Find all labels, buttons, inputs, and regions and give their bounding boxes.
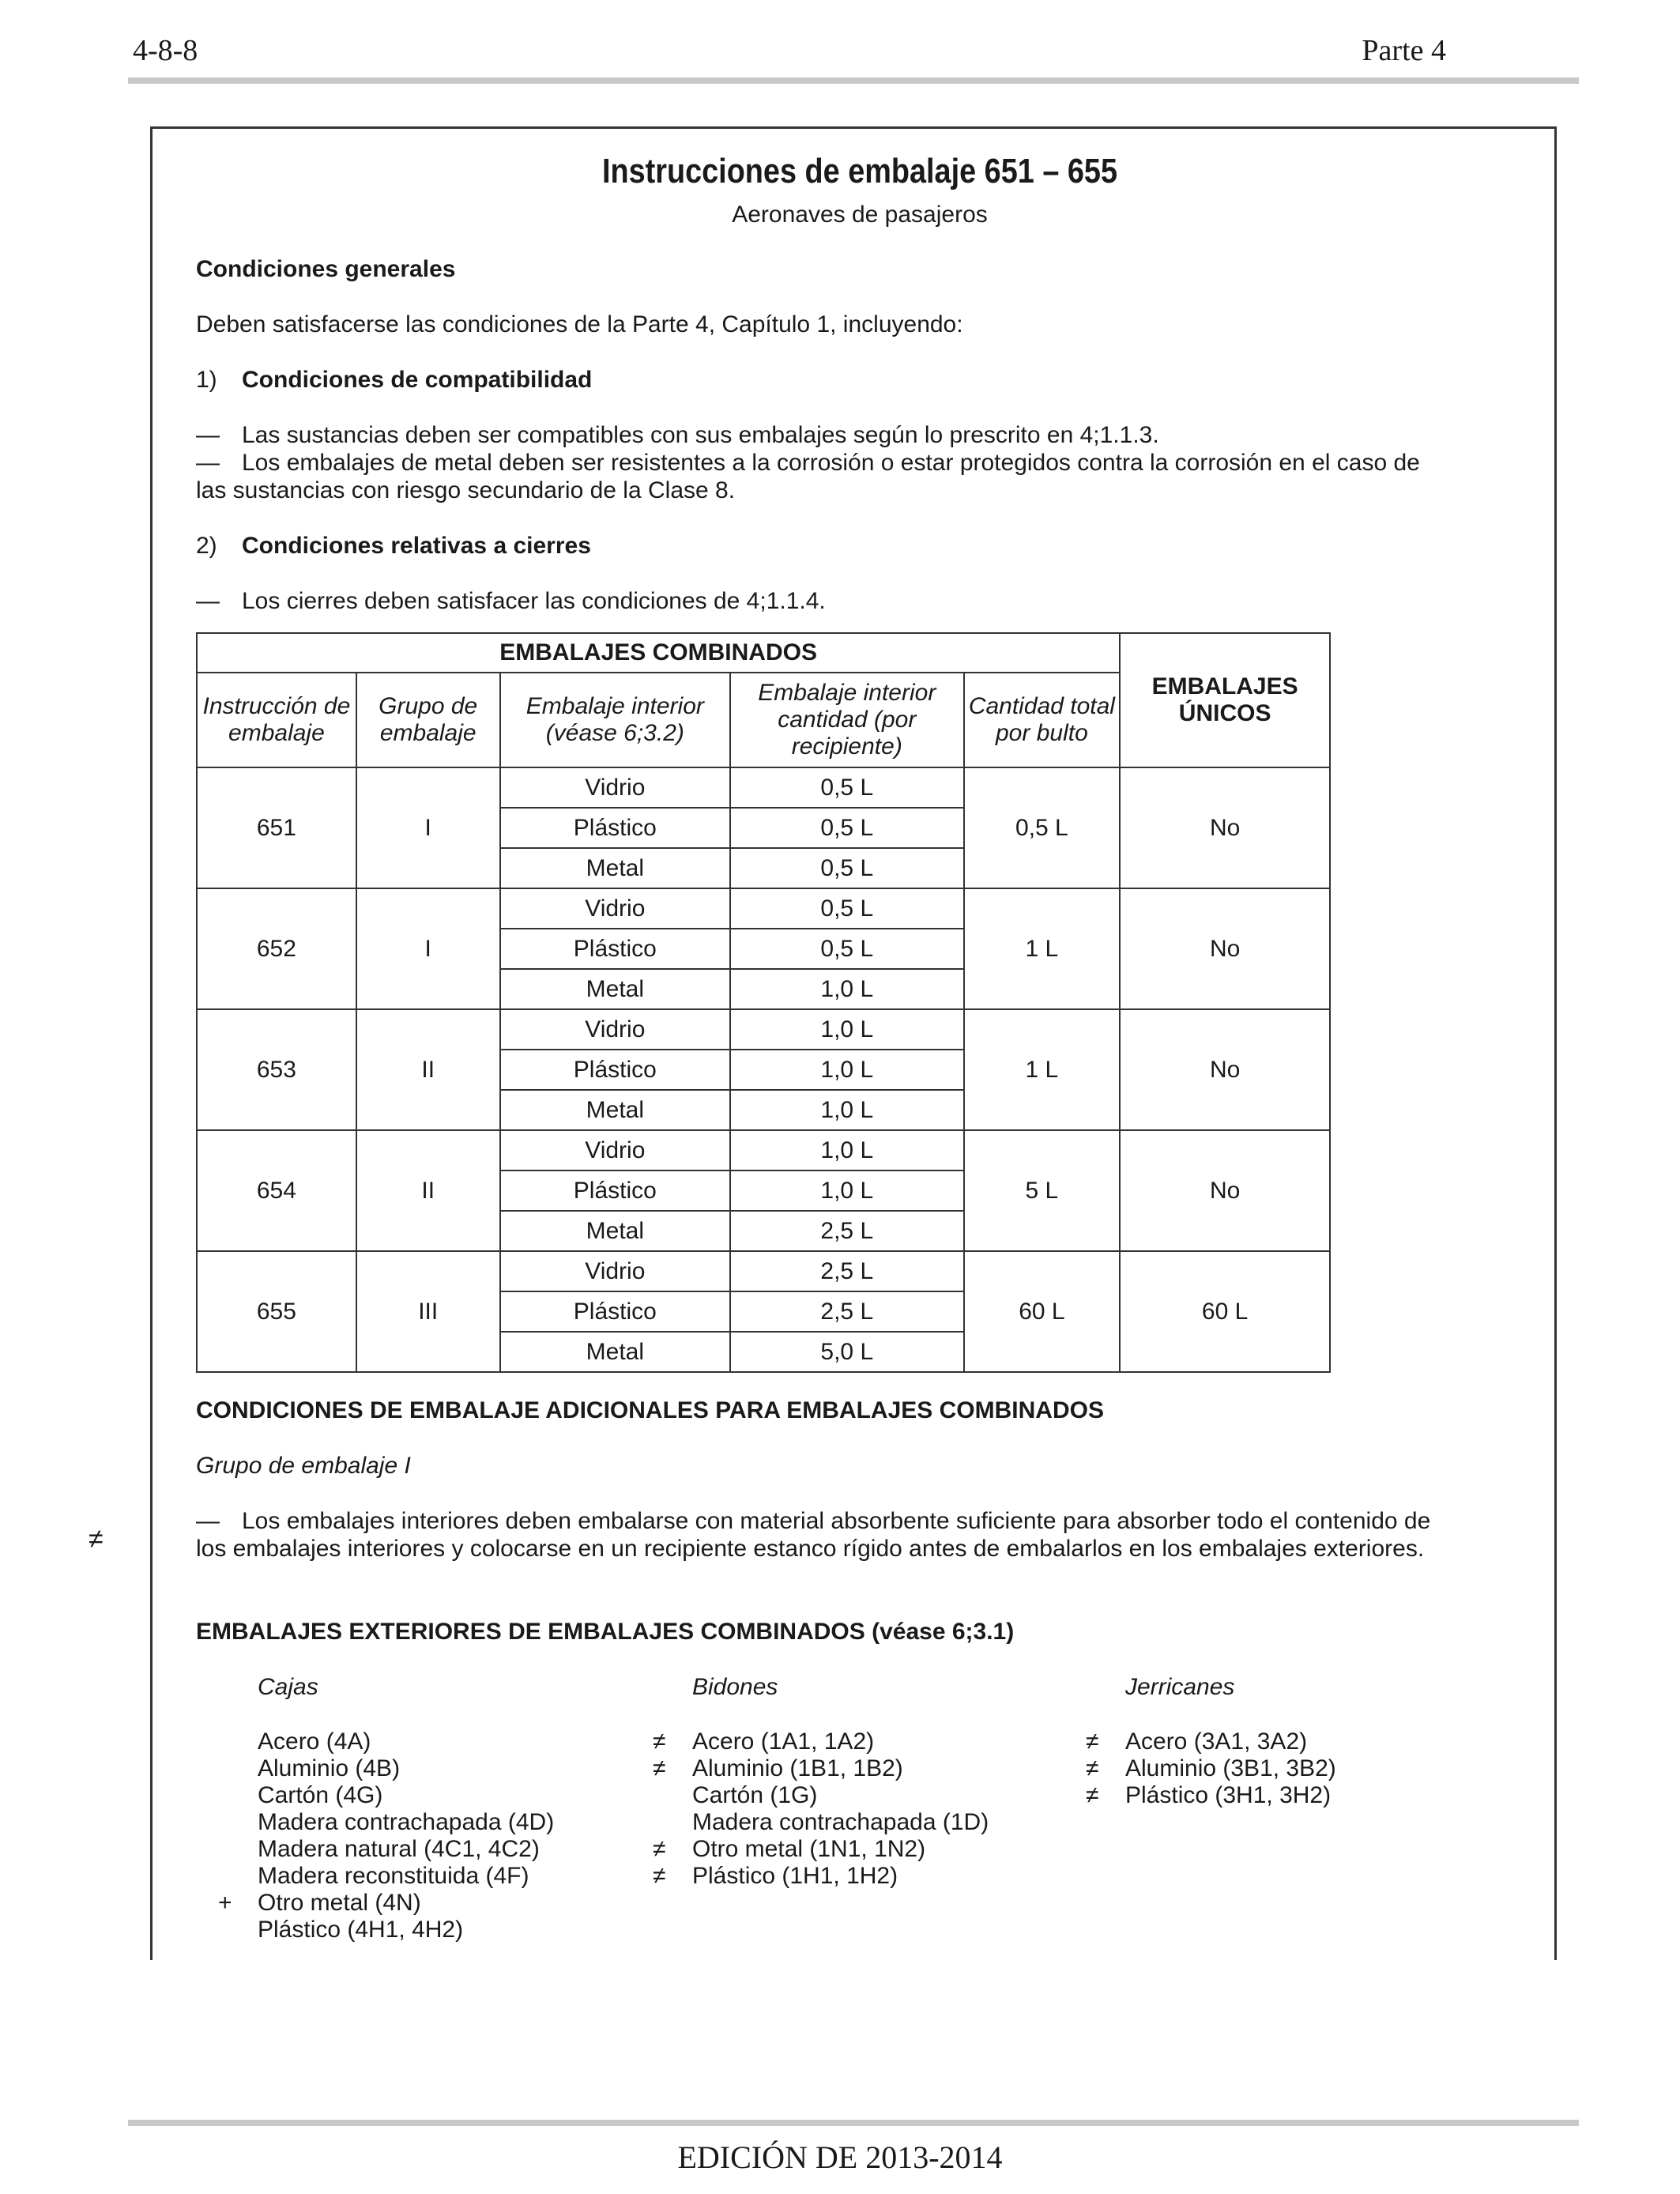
- table-row: [197, 1130, 1330, 1171]
- group-cell: I: [356, 888, 500, 1009]
- outer-item-text: Aluminio (1B1, 1B2): [692, 1755, 903, 1781]
- page-content: [196, 150, 1524, 1958]
- outer-list-item: [258, 1808, 554, 1835]
- total-cell: 60 L: [964, 1251, 1121, 1372]
- outer-item-text: Cartón (1G): [692, 1782, 818, 1808]
- outer-column-title: Jerricanes: [1125, 1674, 1235, 1700]
- inner-quantity-cell: 0,5 L: [730, 808, 963, 848]
- total-cell: 0,5 L: [964, 767, 1121, 888]
- outer-column: [218, 1673, 555, 1943]
- inner-material-cell: Plástico: [500, 929, 730, 969]
- instruction-cell: 654: [197, 1130, 356, 1251]
- page-number: 4-8-8: [133, 34, 198, 67]
- instruction-cell: 651: [197, 767, 356, 888]
- inner-material-cell: Metal: [500, 1090, 730, 1130]
- total-cell: 1 L: [964, 888, 1121, 1009]
- outer-list-item: [258, 1862, 554, 1889]
- dash: —: [196, 588, 220, 614]
- outer-list-item: [258, 1755, 554, 1781]
- outer-list-item: [653, 1862, 989, 1889]
- inner-quantity-cell: 1,0 L: [730, 1171, 963, 1211]
- inner-quantity-cell: 0,5 L: [730, 767, 963, 808]
- group-cell: III: [356, 1251, 500, 1372]
- inner-material-cell: Plástico: [500, 1291, 730, 1332]
- amendment-mark: ≠: [89, 1524, 104, 1554]
- inner-quantity-cell: 2,5 L: [730, 1291, 963, 1332]
- group-label: Grupo de embalaje I: [196, 1453, 411, 1479]
- outer-item-text: Acero (3A1, 3A2): [1125, 1728, 1308, 1755]
- outer-item-text: Otro metal (4N): [258, 1890, 421, 1916]
- outer-item-text: Cartón (4G): [258, 1782, 383, 1808]
- outer-list-item: [258, 1916, 554, 1943]
- general-heading: Condiciones generales: [196, 256, 456, 282]
- inner-quantity-cell: 0,5 L: [730, 929, 963, 969]
- outer-item-text: Plástico (1H1, 1H2): [692, 1863, 898, 1889]
- outer-column-title: Cajas: [258, 1674, 318, 1700]
- inner-material-cell: Vidrio: [500, 1251, 730, 1291]
- inner-material-cell: Vidrio: [500, 1009, 730, 1050]
- edition-footer: EDICIÓN DE 2013-2014: [677, 2139, 1003, 2175]
- table-row: [197, 1009, 1330, 1050]
- compatibility-line-2: Los embalajes de metal deben ser resistentes a la corrosión o estar protegidos contra la corrosión en el caso de: [242, 450, 1420, 476]
- outer-column-title: Bidones: [692, 1674, 778, 1700]
- amendment-mark: +: [218, 1890, 232, 1916]
- outer-list-item: [218, 1889, 554, 1916]
- group-cell: II: [356, 1009, 500, 1130]
- single-cell: No: [1120, 767, 1330, 888]
- outer-list-item: [692, 1808, 989, 1835]
- outer-list-item: [258, 1835, 554, 1862]
- outer-column: [653, 1673, 989, 1889]
- outer-item-text: Aluminio (4B): [258, 1755, 401, 1781]
- inner-quantity-cell: 1,0 L: [730, 1130, 963, 1171]
- inner-material-cell: Metal: [500, 1332, 730, 1372]
- dash: —: [196, 450, 220, 476]
- amendment-mark: ≠: [653, 1728, 666, 1755]
- amendment-mark: ≠: [1086, 1728, 1099, 1755]
- inner-quantity-cell: 1,0 L: [730, 1009, 963, 1050]
- dash: —: [196, 1508, 220, 1534]
- amendment-mark: ≠: [653, 1755, 666, 1781]
- outer-list-item: [258, 1728, 554, 1755]
- dash: —: [196, 422, 220, 448]
- inner-material-cell: Plástico: [500, 1050, 730, 1090]
- group-cell: I: [356, 767, 500, 888]
- col-instruction: Instrucción de embalaje: [197, 673, 356, 767]
- table-row: [197, 888, 1330, 929]
- amendment-mark: ≠: [653, 1836, 666, 1862]
- inner-material-cell: Plástico: [500, 808, 730, 848]
- inner-material-cell: Vidrio: [500, 888, 730, 929]
- inner-material-cell: Plástico: [500, 1171, 730, 1211]
- outer-list-item: [1086, 1728, 1336, 1755]
- outer-list-item: [258, 1781, 554, 1808]
- outer-item-text: Otro metal (1N1, 1N2): [692, 1836, 926, 1862]
- inner-quantity-cell: 2,5 L: [730, 1211, 963, 1251]
- outer-item-text: Madera contrachapada (1D): [692, 1809, 989, 1835]
- inner-material-cell: Metal: [500, 848, 730, 888]
- additional-heading: CONDICIONES DE EMBALAJE ADICIONALES PARA EMBALAJES COMBINADOS: [196, 1397, 1104, 1423]
- outer-item-text: Plástico (4H1, 4H2): [258, 1917, 464, 1943]
- inner-material-cell: Vidrio: [500, 767, 730, 808]
- inner-material-cell: Metal: [500, 969, 730, 1009]
- footer-rule: [128, 2120, 1579, 2126]
- instruction-cell: 655: [197, 1251, 356, 1372]
- col-inner: Embalaje interior (véase 6;3.2): [500, 673, 730, 767]
- outer-list-item: [653, 1835, 989, 1862]
- outer-item-text: Madera natural (4C1, 4C2): [258, 1836, 540, 1862]
- outer-list-item: [692, 1781, 989, 1808]
- outer-item-text: Madera reconstituida (4F): [258, 1863, 529, 1889]
- single-header: EMBALAJES ÚNICOS: [1120, 633, 1330, 767]
- col-inner-qty: Embalaje interior cantidad (por recipiente): [730, 673, 963, 767]
- closures-heading: Condiciones relativas a cierres: [242, 533, 591, 559]
- inner-material-cell: Vidrio: [500, 1130, 730, 1171]
- inner-quantity-cell: 0,5 L: [730, 848, 963, 888]
- outer-item-text: Madera contrachapada (4D): [258, 1809, 555, 1835]
- part-label: Parte 4: [1362, 34, 1446, 67]
- outer-column: [1086, 1673, 1336, 1808]
- outer-list-item: [653, 1728, 989, 1755]
- group-cell: II: [356, 1130, 500, 1251]
- packing-table: [196, 632, 1331, 1373]
- inner-quantity-cell: 2,5 L: [730, 1251, 963, 1291]
- total-cell: 5 L: [964, 1130, 1121, 1251]
- additional-line-1: Los embalajes interiores deben embalarse con material absorbente suficiente para absorber todo el contenido de: [242, 1508, 1431, 1534]
- header-rule: [128, 77, 1579, 84]
- col-group: Grupo de embalaje: [356, 673, 500, 767]
- outer-heading: EMBALAJES EXTERIORES DE EMBALAJES COMBINADOS (véase 6;3.1): [196, 1619, 1015, 1645]
- compatibility-line-1: Las sustancias deben ser compatibles con sus embalajes según lo prescrito en 4;1.1.3.: [242, 422, 1159, 448]
- single-cell: No: [1120, 888, 1330, 1009]
- outer-item-text: Acero (4A): [258, 1728, 371, 1755]
- amendment-mark: ≠: [1086, 1755, 1099, 1781]
- outer-item-text: Aluminio (3B1, 3B2): [1125, 1755, 1336, 1781]
- combined-header: EMBALAJES COMBINADOS: [197, 633, 1120, 673]
- amendment-mark: ≠: [1086, 1782, 1099, 1808]
- inner-quantity-cell: 1,0 L: [730, 1090, 963, 1130]
- inner-quantity-cell: 0,5 L: [730, 888, 963, 929]
- col-total: Cantidad total por bulto: [964, 673, 1121, 767]
- instruction-cell: 653: [197, 1009, 356, 1130]
- amendment-mark: ≠: [653, 1863, 666, 1889]
- general-intro: Deben satisfacerse las condiciones de la Parte 4, Capítulo 1, incluyendo:: [196, 311, 963, 337]
- outer-list-item: [653, 1755, 989, 1781]
- page-subtitle: Aeronaves de pasajeros: [732, 202, 988, 228]
- item-number: 2): [196, 533, 217, 559]
- outer-item-text: Plástico (3H1, 3H2): [1125, 1782, 1332, 1808]
- single-cell: No: [1120, 1130, 1330, 1251]
- additional-line-2: los embalajes interiores y colocarse en un recipiente estanco rígido antes de embalarlos en los embalajes exteriores.: [196, 1536, 1425, 1562]
- table-row: [197, 767, 1330, 808]
- instruction-cell: 652: [197, 888, 356, 1009]
- compatibility-heading: Condiciones de compatibilidad: [242, 367, 593, 393]
- inner-quantity-cell: 1,0 L: [730, 1050, 963, 1090]
- outer-list-item: [1086, 1781, 1336, 1808]
- item-number: 1): [196, 367, 217, 393]
- single-cell: 60 L: [1120, 1251, 1330, 1372]
- page-title: Instrucciones de embalaje 651 – 655: [601, 152, 1118, 190]
- inner-material-cell: Metal: [500, 1211, 730, 1251]
- outer-list-item: [1086, 1755, 1336, 1781]
- single-cell: No: [1120, 1009, 1330, 1130]
- closures-line: Los cierres deben satisfacer las condiciones de 4;1.1.4.: [242, 588, 826, 614]
- outer-packaging-lists: [196, 1673, 1524, 1958]
- compatibility-line-2-cont: las sustancias con riesgo secundario de la Clase 8.: [196, 477, 736, 503]
- table-row: [197, 1251, 1330, 1291]
- total-cell: 1 L: [964, 1009, 1121, 1130]
- inner-quantity-cell: 1,0 L: [730, 969, 963, 1009]
- outer-item-text: Acero (1A1, 1A2): [692, 1728, 875, 1755]
- inner-quantity-cell: 5,0 L: [730, 1332, 963, 1372]
